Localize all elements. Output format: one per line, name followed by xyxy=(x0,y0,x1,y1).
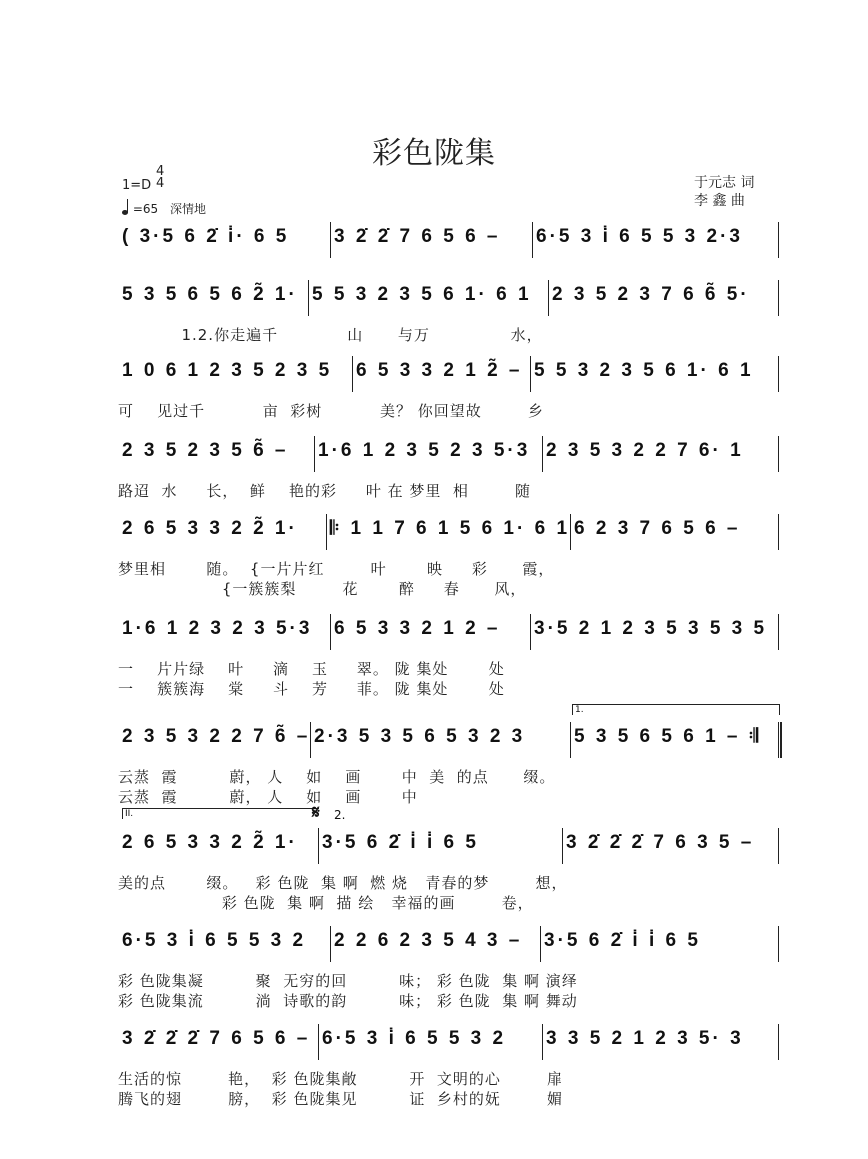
key-signature: 1=D xyxy=(122,178,152,193)
measure: 3·5 6 2̇ i̇ i̇ 6 5 xyxy=(322,832,479,853)
measure: 2 3 5 2 3 7 6 6̃ 5· xyxy=(552,284,750,305)
notation-line xyxy=(118,284,780,318)
measure: 3 2̇ 2̇ 2̇ 7 6 3 5 – xyxy=(566,832,755,853)
measure: 6·5 3 i̇ 6 5 5 3 2 xyxy=(322,1028,507,1049)
barline xyxy=(330,614,331,650)
expression-marking: 深情地 xyxy=(169,202,206,216)
measure: 𝄆 1 1 7 6 1 5 6 1· 6 1 xyxy=(330,518,571,539)
barline xyxy=(318,828,319,864)
time-signature-top: 4 xyxy=(156,164,165,179)
measure: 2 3 5 3 2 2 7 6· 1 xyxy=(546,440,744,461)
measure: 3 3 5 2 1 2 3 5· 3 xyxy=(546,1028,744,1049)
measure: 5 3 5 6 5 6 1 – 𝄇 xyxy=(574,726,761,747)
tempo-marking xyxy=(122,200,206,217)
barline xyxy=(330,926,331,962)
barline xyxy=(778,614,779,650)
barline xyxy=(570,722,571,758)
barline xyxy=(326,514,327,550)
song-title: 彩色陇集 xyxy=(372,136,496,171)
barline xyxy=(542,1024,543,1060)
notation-line xyxy=(118,726,780,760)
credits xyxy=(694,174,754,210)
barline xyxy=(530,614,531,650)
barline xyxy=(778,222,779,258)
barline xyxy=(778,356,779,392)
notation-line xyxy=(118,930,780,964)
lyric-line: 腾飞的翅 膀， 彩 色陇集见 证 乡村的妩 媚 xyxy=(118,1090,564,1108)
time-signature-bottom: 4 xyxy=(156,176,165,191)
barline xyxy=(778,926,779,962)
barline xyxy=(318,1024,319,1060)
notation-line xyxy=(118,226,780,260)
measure: 2 6 5 3 3 2 2̃ 1· xyxy=(122,832,298,853)
barline xyxy=(548,280,549,316)
composer: 李 鑫 曲 xyxy=(694,193,745,209)
lyric-line: 彩 色陇集流 淌 诗歌的韵 味； 彩 色陇 集 啊 舞动 xyxy=(118,992,578,1010)
measure: 2 3 5 2 3 5 6̃ – xyxy=(122,440,289,461)
measure: ( 3·5 6 2̇ i̇· 6 5 xyxy=(122,226,290,247)
barline xyxy=(530,356,531,392)
barline xyxy=(778,828,779,864)
measure: 3 2̇ 2̇ 7 6 5 6 – xyxy=(334,226,501,247)
measure: 2 3 5 3 2 2 7 6̃ – xyxy=(122,726,311,747)
measure: 1·6 1 2 3 2 3 5·3 xyxy=(122,618,313,639)
lyricist: 于元志 词 xyxy=(694,175,755,191)
lyric-line: 彩 色陇 集 啊 描 绘 幸福的画 卷， xyxy=(118,894,534,912)
barline xyxy=(330,222,331,258)
notation-line xyxy=(118,832,780,866)
measure: 6 5 3 3 2 1 2̃ – xyxy=(356,360,523,381)
measure: 6 2 3 7 6 5 6 – xyxy=(574,518,741,539)
volta-bracket: II. xyxy=(122,808,319,819)
measure: 1·6 1 2 3 5 2 3 5·3 xyxy=(318,440,531,461)
measure: 6·5 3 i̇ 6 5 5 3 2 xyxy=(122,930,307,951)
barline xyxy=(778,1024,779,1060)
lyric-line: 云蒸 霞 蔚， 人 如 画 中 xyxy=(118,788,418,806)
tempo-value: =65 xyxy=(132,202,159,216)
segno-icon: 𝄋 xyxy=(312,802,320,823)
lyric-line: 美的点 缀。 彩 色陇 集 啊 燃 烧 青春的梦 想， xyxy=(118,874,568,892)
lyric-line: {一簇簇梨 花 醉 春 风， xyxy=(118,580,527,598)
volta-bracket: 1. xyxy=(572,704,780,715)
lyric-line: 生活的惊 艳， 彩 色陇集敞 开 文明的心 扉 xyxy=(118,1070,564,1088)
barline xyxy=(562,828,563,864)
measure: 2 6 5 3 3 2 2̃ 1· xyxy=(122,518,298,539)
lyric-line: 云蒸 霞 蔚， 人 如 画 中 美 的点 缀。 xyxy=(118,768,556,786)
barline xyxy=(778,722,782,758)
barline xyxy=(310,722,311,758)
barline xyxy=(540,926,541,962)
measure: 3·5 2 1 2 3 5 3 5 3 5 xyxy=(534,618,768,639)
ending-2-label: 2. xyxy=(334,808,346,822)
lyric-line: 彩 色陇集凝 聚 无穷的回 味； 彩 色陇 集 啊 演绎 xyxy=(118,972,578,990)
quarter-note-icon xyxy=(122,210,128,215)
measure: 1 0 6 1 2 3 5 2 3 5 xyxy=(122,360,333,381)
notation-line xyxy=(118,618,780,652)
barline xyxy=(778,514,779,550)
notation-line xyxy=(118,360,780,394)
lyric-line: 一 簇簇海 棠 斗 芳 菲。 陇 集处 处 xyxy=(118,680,505,698)
measure: 6 5 3 3 2 1 2 – xyxy=(334,618,501,639)
lyric-line: 1.2.你走遍千 山 与万 水， xyxy=(118,326,543,344)
time-signature xyxy=(156,166,164,190)
barline xyxy=(532,222,533,258)
measure: 3 2̇ 2̇ 2̇ 7 6 5 6 – xyxy=(122,1028,311,1049)
lyric-line: 一 片片绿 叶 滴 玉 翠。 陇 集处 处 xyxy=(118,660,505,678)
measure: 3·5 6 2̇ i̇ i̇ 6 5 xyxy=(544,930,701,951)
measure: 5 3 5 6 5 6 2̃ 1· xyxy=(122,284,298,305)
measure: 2·3 5 3 5 6 5 3 2 3 xyxy=(314,726,526,747)
notation-line xyxy=(118,518,780,552)
barline xyxy=(778,280,779,316)
barline xyxy=(542,436,543,472)
barline xyxy=(570,514,571,550)
barline xyxy=(314,436,315,472)
lyric-line: 梦里相 随。 {一片片红 叶 映 彩 霞， xyxy=(118,560,555,578)
barline xyxy=(778,436,779,472)
lyric-line: 路迢 水 长， 鲜 艳的彩 叶 在 梦里 相 随 xyxy=(118,482,532,500)
notation-line xyxy=(118,440,780,474)
lyric-line: 可 见过千 亩 彩树 美？ 你回望故 乡 xyxy=(118,402,544,420)
notation-line xyxy=(118,1028,780,1062)
measure: 5 5 3 2 3 5 6 1· 6 1 xyxy=(534,360,754,381)
measure: 2 2 6 2 3 5 4 3 – xyxy=(334,930,523,951)
measure: 6·5 3 i̇ 6 5 5 3 2·3 xyxy=(536,226,743,247)
barline xyxy=(308,280,309,316)
measure: 5 5 3 2 3 5 6 1· 6 1 xyxy=(312,284,532,305)
barline xyxy=(352,356,353,392)
